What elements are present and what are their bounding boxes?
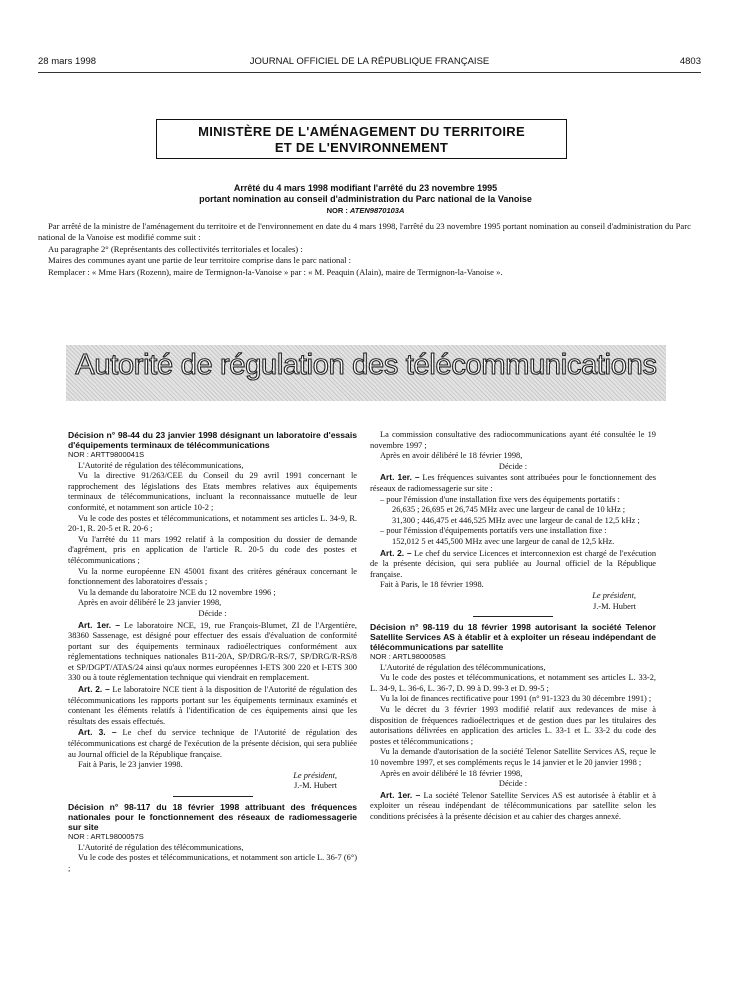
arrete-nor-code: ATEN9870103A (349, 206, 405, 215)
list-item: – pour l'émission d'équipements portatifs vers une installation fixe : (380, 526, 607, 536)
list-item: 31,300 ; 446,475 et 446,525 MHz avec une largeur de canal de 12,5 kHz ; (392, 515, 640, 525)
arrete-body (38, 221, 701, 278)
paragraph: Vu la norme européenne EN 45001 fixant des critères généraux concernant le fonctionnement des laboratoires d'essais ; (68, 566, 357, 587)
decide-label: Décide : (498, 461, 528, 471)
ministry-line-1: MINISTÈRE DE L'AMÉNAGEMENT DU TERRITOIRE (198, 124, 525, 139)
separator-rule (173, 796, 253, 797)
ministry-line-2: ET DE L'ENVIRONNEMENT (274, 140, 449, 155)
paragraph: Vu la demande du laboratoire NCE du 12 novembre 1996 ; (78, 587, 276, 597)
paragraph: Vu la directive 91/263/CEE du Conseil du 29 avril 1991 concernant le rapprochement des législations des Etats membres relatives aux équipements terminaux de télécommunications, incluant la reconnaissance mutuelle de leur conformité, et notamment son article 10-2 ; (68, 471, 357, 512)
paragraph: Vu le décret du 3 février 1993 modifié relatif aux redevances de mise à disposition de fréquences radioélectriques et de gestion dues par les titulaires des autorisations délivrées en application des articles L. 33-1 et L. 33-2 du code des postes et télécommunications ; (370, 705, 656, 746)
paragraph: Après en avoir délibéré le 18 février 1998, (380, 451, 523, 461)
paragraph: Vu le code des postes et télécommunications, et notamment son article L. 36-7 (6°) ; (68, 853, 357, 873)
paragraph: L'Autorité de régulation des télécommunications, (380, 662, 546, 672)
decision-nor: NOR : ARTL9800057S (68, 832, 144, 841)
signature-name: J.-M. Hubert (592, 601, 636, 611)
arrete-paragraph: Au paragraphe 2° (Représentants des collectivités territoriales et locales) : (48, 243, 303, 254)
arrete-paragraph: Par arrêté de la ministre de l'aménagement du territoire et de l'environnement en date du 4 mars 1998, l'arrêté du 23 novembre 1995 portant nomination au conseil d'administration du Parc national de la Vanoise est modifié comme suit : (38, 221, 691, 243)
separator-rule (473, 616, 553, 617)
done-at: Fait à Paris, le 23 janvier 1998. (78, 760, 183, 770)
journal-title: JOURNAL OFFICIEL DE LA RÉPUBLIQUE FRANÇAISE (249, 56, 490, 67)
decide-label: Décide : (498, 779, 528, 789)
paragraph: Après en avoir délibéré le 18 février 1998, (380, 768, 523, 778)
article: Art. 3. – Le chef du service technique de l'Autorité de régulation des télécommunications est chargé de l'exécution de la présente décision, qui sera publiée au Journal officiel de la République française. (68, 727, 357, 759)
paragraph: Vu l'arrêté du 11 mars 1992 relatif à la composition du dossier de demande d'agrément, pris en application de l'article R. 20-5 du code des postes et télécommunications ; (68, 534, 357, 565)
article: Art. 1er. – La société Telenor Satellite Services AS est autorisée à établir et à exploiter un réseau indépendant de télécommunications par satellite selon les conditions précisées à la présente décision et au cahier des charges annexé. (370, 789, 656, 821)
paragraph: L'Autorité de régulation des télécommunications, (78, 842, 244, 852)
article: Art. 2. – Le laboratoire NCE tient à la disposition de l'Autorité de régulation des télécommunications les rapports portant sur les équipements terminaux examinés et contenant les éléments relatifs à l'identification de ces équipements ainsi que les résultats des essais effectués. (68, 684, 357, 726)
arrete-title-line-1: Arrêté du 4 mars 1998 modifiant l'arrêté du 23 novembre 1995 (233, 183, 498, 193)
ministry-box (156, 119, 567, 159)
paragraph: Vu la demande d'autorisation de la société Telenor Satellite Services AS, reçue le 10 novembre 1997, et ses compléments reçus le 14 janvier et le 20 janvier 1998 ; (370, 747, 656, 768)
page-number: 4803 (679, 56, 701, 67)
header-rule (38, 72, 701, 73)
decision-title: Décision n° 98-44 du 23 janvier 1998 désignant un laboratoire d'essais d'équipements terminaux de télécommunications (68, 430, 357, 450)
page-header (38, 56, 701, 70)
paragraph: Vu le code des postes et télécommunications, et notamment ses articles L. 34-9, R. 20-1, R. 20-5 et R. 20-6 ; (68, 513, 357, 534)
arrete-paragraph: Maires des communes ayant une partie de leur territoire comprise dans le parc national : (48, 255, 352, 266)
right-column (370, 430, 656, 823)
arrete-title-line-2: portant nomination au conseil d'administration du Parc national de la Vanoise (199, 194, 532, 204)
arrete-paragraph: Remplacer : « Mme Hars (Rozenn), maire de Termignon-la-Vanoise » par : « M. Peaquin (Alain), maire de Termignon-la-Vanoise ». (48, 266, 503, 277)
signature-name: J.-M. Hubert (293, 781, 337, 791)
paragraph: La commission consultative des radiocommunications ayant été consultée le 19 novembre 1997 ; (370, 430, 656, 450)
paragraph: Vu la loi de finances rectificative pour 1991 (n° 91-1323 du 30 décembre 1991) ; (380, 694, 652, 704)
section-banner-title: Autorité de régulation des télécommunications (75, 349, 657, 381)
article: Art. 2. – Le chef du service Licences et interconnexion est chargé de l'exécution de la présente décision, qui sera publiée au Journal officiel de la République française. (370, 547, 657, 579)
decision-title: Décision n° 98-117 du 18 février 1998 attribuant des fréquences nationales pour le fonctionnement des réseaux de radiomessagerie sur site (68, 802, 357, 832)
paragraph: Après en avoir délibéré le 23 janvier 1998, (78, 598, 222, 608)
article: Art. 1er. – Les fréquences suivantes sont attribuées pour le fonctionnement des réseaux de radiomessagerie sur site : (370, 472, 656, 493)
decision-nor: NOR : ARTL9800058S (370, 652, 446, 662)
decision-nor: NOR : ARTT9800041S (68, 450, 145, 459)
done-at: Fait à Paris, le 18 février 1998. (380, 580, 484, 590)
arrete-title (70, 183, 661, 216)
list-item: 26,635 ; 26,695 et 26,745 MHz avec une largeur de canal de 10 kHz ; (392, 505, 626, 515)
decision-title: Décision n° 98-119 du 18 février 1998 autorisant la société Telenor Satellite Services AS à établir et à exploiter un réseau indépendant de télécommunications par satellite (370, 622, 656, 653)
article: Art. 1er. – Le laboratoire NCE, 19, rue François-Blumet, ZI de l'Argentière, 38360 Sassenage, est désigné pour effectuer des essais d'évaluation de conformité portant sur des équipements terminaux radioélectriques conformément aux réglementations techniques nationales B11-20A, SP/DRG/R-RS/7, SP/DRG/R-RS/8 et SP/DGPT/ATAS/24 ainsi qu'aux normes européennes I-ETS 300 220 et I-ETS 300 330 ou à toute réglementation technique qui viendrait en remplacement. (68, 619, 358, 683)
list-item: 152,012 5 et 445,500 MHz avec une largeur de canal de 12,5 kHz. (392, 536, 615, 546)
left-column (68, 430, 357, 874)
paragraph: L'Autorité de régulation des télécommunications, (78, 460, 244, 470)
decide-label: Décide : (198, 608, 227, 618)
list-item: – pour l'émission d'une installation fixe vers des équipements portatifs : (380, 494, 620, 504)
signature-role: Le président, (592, 590, 636, 600)
paragraph: Vu le code des postes et télécommunications, et notamment ses articles L. 33-2, L. 34-9, L. 36-6, L. 36-7, D. 99 à D. 99-3 et D. 99-5 ; (370, 673, 656, 693)
issue-date: 28 mars 1998 (38, 56, 97, 67)
arrete-nor: NOR : ATEN9870103A (326, 206, 405, 215)
signature-role: Le président, (293, 770, 337, 780)
